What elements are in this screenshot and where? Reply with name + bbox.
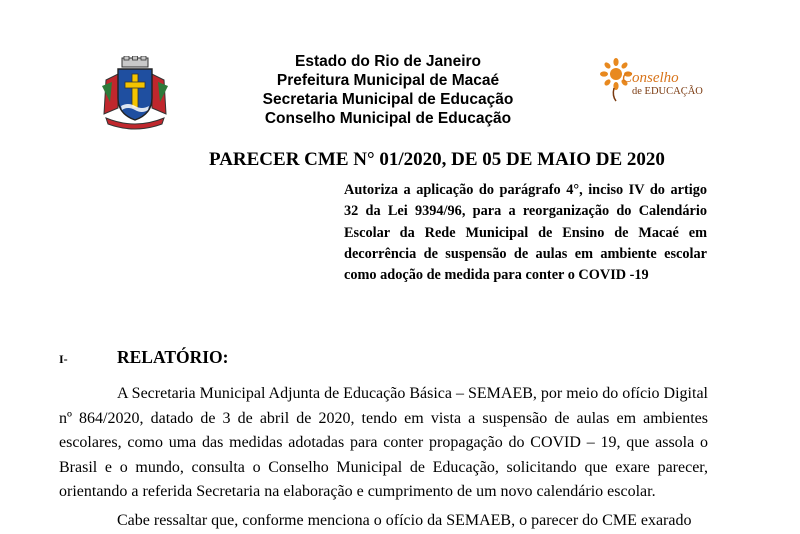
document-title: PARECER CME N° 01/2020, DE 05 DE MAIO DE 2020 [209, 149, 665, 170]
header-secretariat: Secretaria Municipal de Educação [262, 91, 514, 108]
paragraph-text: A Secretaria Municipal Adjunta de Educação Básica – SEMAEB, por meio do ofício Digital nº 864/2020, datado de 3 de abril de 2020, tendo em vista a suspensão de aulas em ambientes escolares, como uma das medidas adotadas para conter propagação do COVID – 19, que assola o Brasil e o mundo, consulta o Conselho Municipal de Educação, solicitando que exare parecer, orientando a referida Secretaria na elaboração e cumprimento de um novo calendário escolar. [59, 385, 708, 501]
body-paragraph [59, 382, 708, 505]
document-summary: Autoriza a aplicação do parágrafo 4°, inciso IV do artigo 32 da Lei 9394/96, para a reorganização do Calendário Escolar da Rede Municipal de Ensino de Macaé em decorrência de suspensão de aulas em ambiente escolar como adoção de medida para conter o COVID -19 [344, 182, 707, 284]
section-title: RELATÓRIO: [117, 347, 229, 367]
body-paragraph [59, 509, 708, 534]
council-logo [596, 52, 706, 108]
logo-text-conselho: Conselho [622, 70, 679, 86]
section-number: I- [59, 352, 68, 366]
header-state: Estado do Rio de Janeiro [294, 53, 482, 70]
coat-of-arms-logo [98, 56, 172, 130]
institution-header [228, 52, 548, 128]
paragraph-text: Cabe ressaltar que, conforme menciona o ofício da SEMAEB, o parecer do CME exarado [117, 512, 692, 529]
logo-text-educacao: de EDUCAÇÃO [632, 86, 703, 97]
header-prefecture: Prefeitura Municipal de Macaé [276, 72, 500, 89]
header-council: Conselho Municipal de Educação [264, 110, 512, 127]
